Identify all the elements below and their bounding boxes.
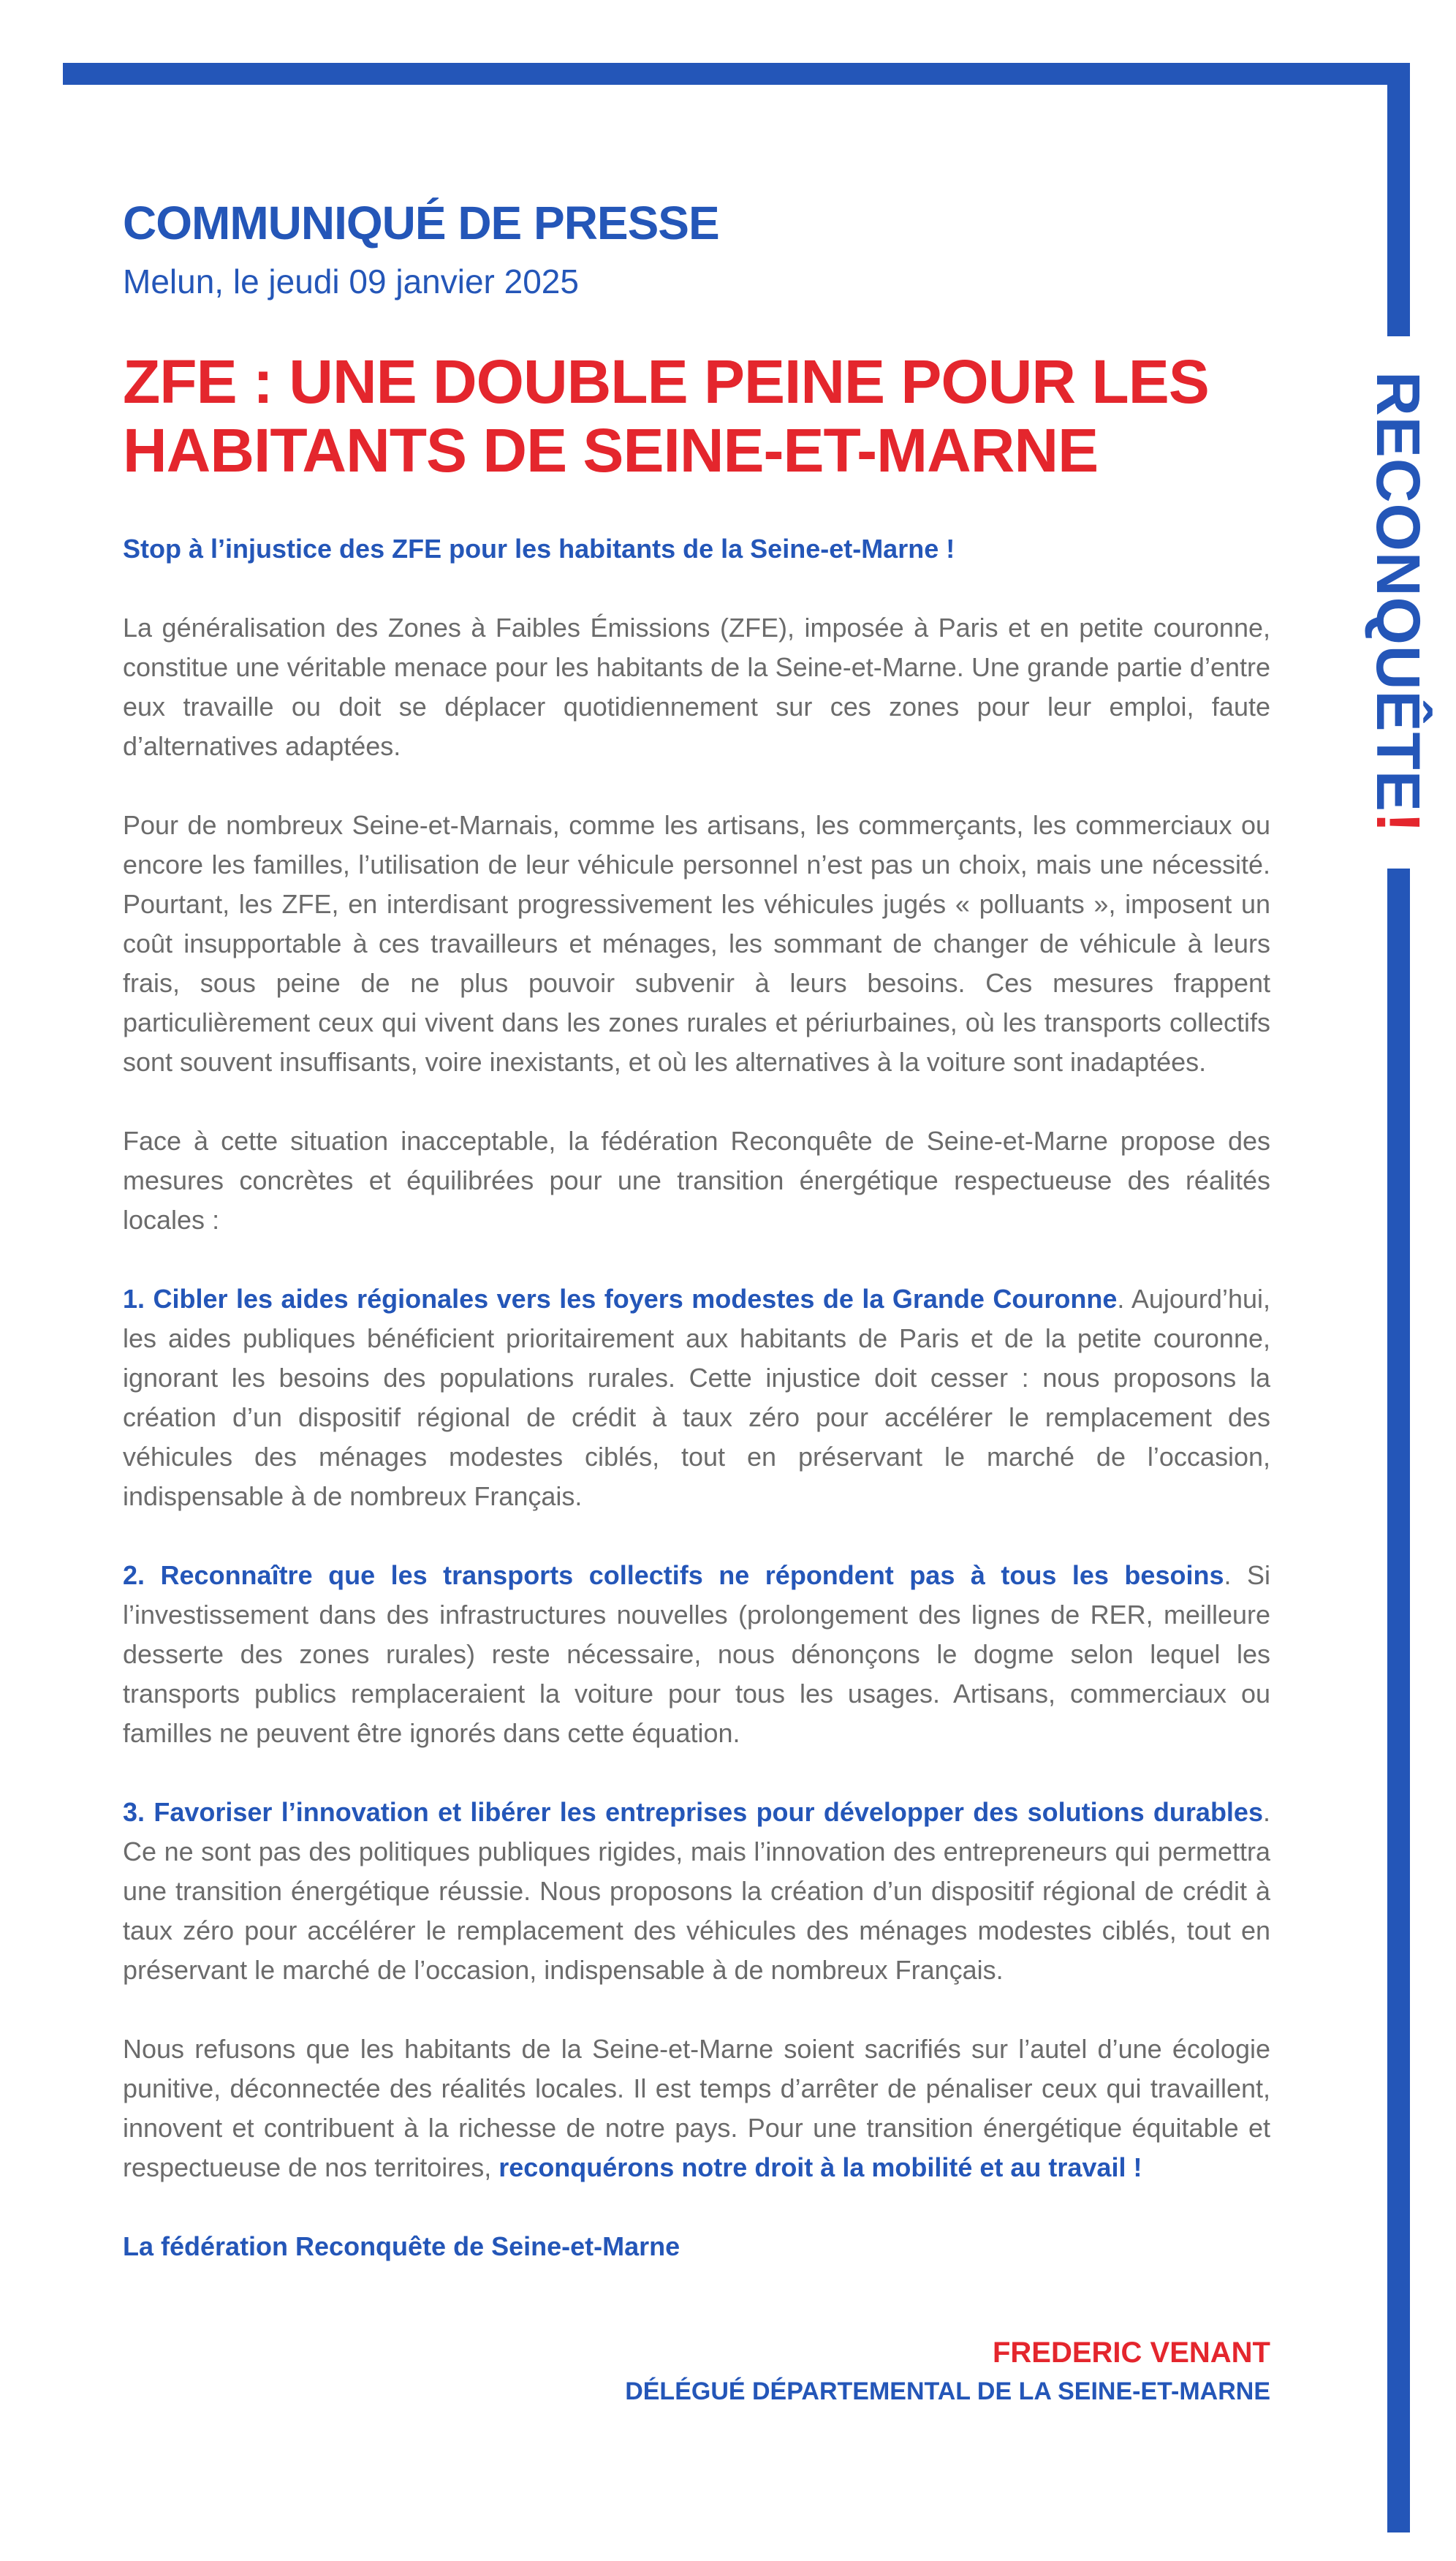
measure-1-text: . Aujourd’hui, les aides publiques bénéficient prioritairement aux habitants de Paris et de la petite couronne, ignorant les besoins des populations rurales. Cette injustice doit cesser : nous proposons la création d’un dispositif régional de crédit à taux zéro pour accélérer le remplacement des véhicules des ménages modestes ciblés, tout en préservant le marché de l’occasion, indispensable à de nombreux Français. [123,1284,1270,1511]
measure-3-text: . Ce ne sont pas des politiques publiques rigides, mais l’innovation des entrepreneurs qui permettra une transition énergétique réussie. Nous proposons la création d’un dispositif régional de crédit à taux zéro pour accélérer le remplacement des véhicules des ménages modestes ciblés, tout en préservant le marché de l’occasion, indispensable à de nombreux Français. [123,1797,1270,1985]
measure-2 [123,1556,1270,1753]
dateline: Melun, le jeudi 09 janvier 2025 [123,262,579,300]
release-body [123,529,1270,2266]
signatory-name: FREDERIC VENANT [992,2337,1270,2369]
frame-right-border-lower [1387,869,1410,2532]
measure-2-text: . Si l’investissement dans des infrastructures nouvelles (prolongement des lignes de RER, meilleure desserte des zones rurales) reste nécessaire, nous dénonçons le dogme selon lequel les transports publics remplaceraient la voiture pour tous les usages. Artisans, commerciaux ou familles ne peuvent être ignorés dans cette équation. [123,1560,1271,1748]
signature-block [625,2332,1270,2410]
paragraph-context: Pour de nombreux Seine-et-Marnais, comme les artisans, les commerçants, les commerciaux ou encore les familles, l’utilisation de leur véhicule personnel n’est pas un choix, mais une nécessité. Pourtant, les ZFE, en interdisant progressivement les véhicules jugés « polluants », imposent un coût insupportable à ces travailleurs et ménages, les sommant de changer de véhicule à leurs frais, sous peine de ne plus pouvoir subvenir à leurs besoins. Ces mesures frappent particulièrement ceux qui vivent dans les zones rurales et périurbaines, où les transports collectifs sont souvent insuffisants, voire inexistants, et où les alternatives à la voiture sont inadaptées. [123,810,1270,1077]
measure-3-title: 3. Favoriser l’innovation et libérer les entreprises pour développer des solutions durables [123,1797,1263,1827]
measure-1-title: 1. Cibler les aides régionales vers les foyers modestes de la Grande Couronne [123,1284,1118,1314]
page-title [123,347,1292,485]
reconquete-logo [1364,371,1433,833]
closing-text: Nous refusons que les habitants de la Seine-et-Marne soient sacrifiés sur l’autel d’une écologie punitive, déconnectée des réalités locales. Il est temps d’arrêter de pénaliser ceux qui travaillent, innovent et contribuent à la richesse de notre pays. Pour une transition énergétique équitable et respectueuse de nos territoires, [123,2034,1270,2182]
measure-3 [123,1793,1270,1990]
closing-paragraph [123,2029,1270,2187]
paragraph-proposal: Face à cette situation inacceptable, la fédération Reconquête de Seine-et-Marne propose des mesures concrètes et équilibrées pour une transition énergétique respectueuse des réalités locales : [123,1126,1270,1235]
frame-right-border-upper [1387,63,1410,336]
closing-emphasis: reconquérons notre droit à la mobilité et au travail ! [498,2152,1142,2182]
measure-1 [123,1279,1270,1516]
logo-wordmark: RECONQUÊTE [1364,371,1433,812]
signatory-role: DÉLÉGUÉ DÉPARTEMENTAL DE LA SEINE-ET-MARNE [625,2377,1270,2405]
title-line-2: HABITANTS DE SEINE-ET-MARNE [123,416,1099,485]
lead-paragraph: Stop à l’injustice des ZFE pour les habitants de la Seine-et-Marne ! [123,534,955,564]
signoff: La fédération Reconquête de Seine-et-Marne [123,2231,680,2261]
logo-exclamation: ! [1364,812,1433,833]
document-kicker: COMMUNIQUÉ DE PRESSE [123,197,719,249]
paragraph-intro: La généralisation des Zones à Faibles Émissions (ZFE), imposée à Paris et en petite couronne, constitue une véritable menace pour les habitants de la Seine-et-Marne. Une grande partie d’entre eux travaille ou doit se déplacer quotidiennement sur ces zones pour leur emploi, faute d’alternatives adaptées. [123,613,1270,761]
title-line-1: ZFE : UNE DOUBLE PEINE POUR LES [123,347,1209,416]
frame-top-border [63,63,1410,85]
measure-2-title: 2. Reconnaître que les transports collectifs ne répondent pas à tous les besoins [123,1560,1224,1590]
